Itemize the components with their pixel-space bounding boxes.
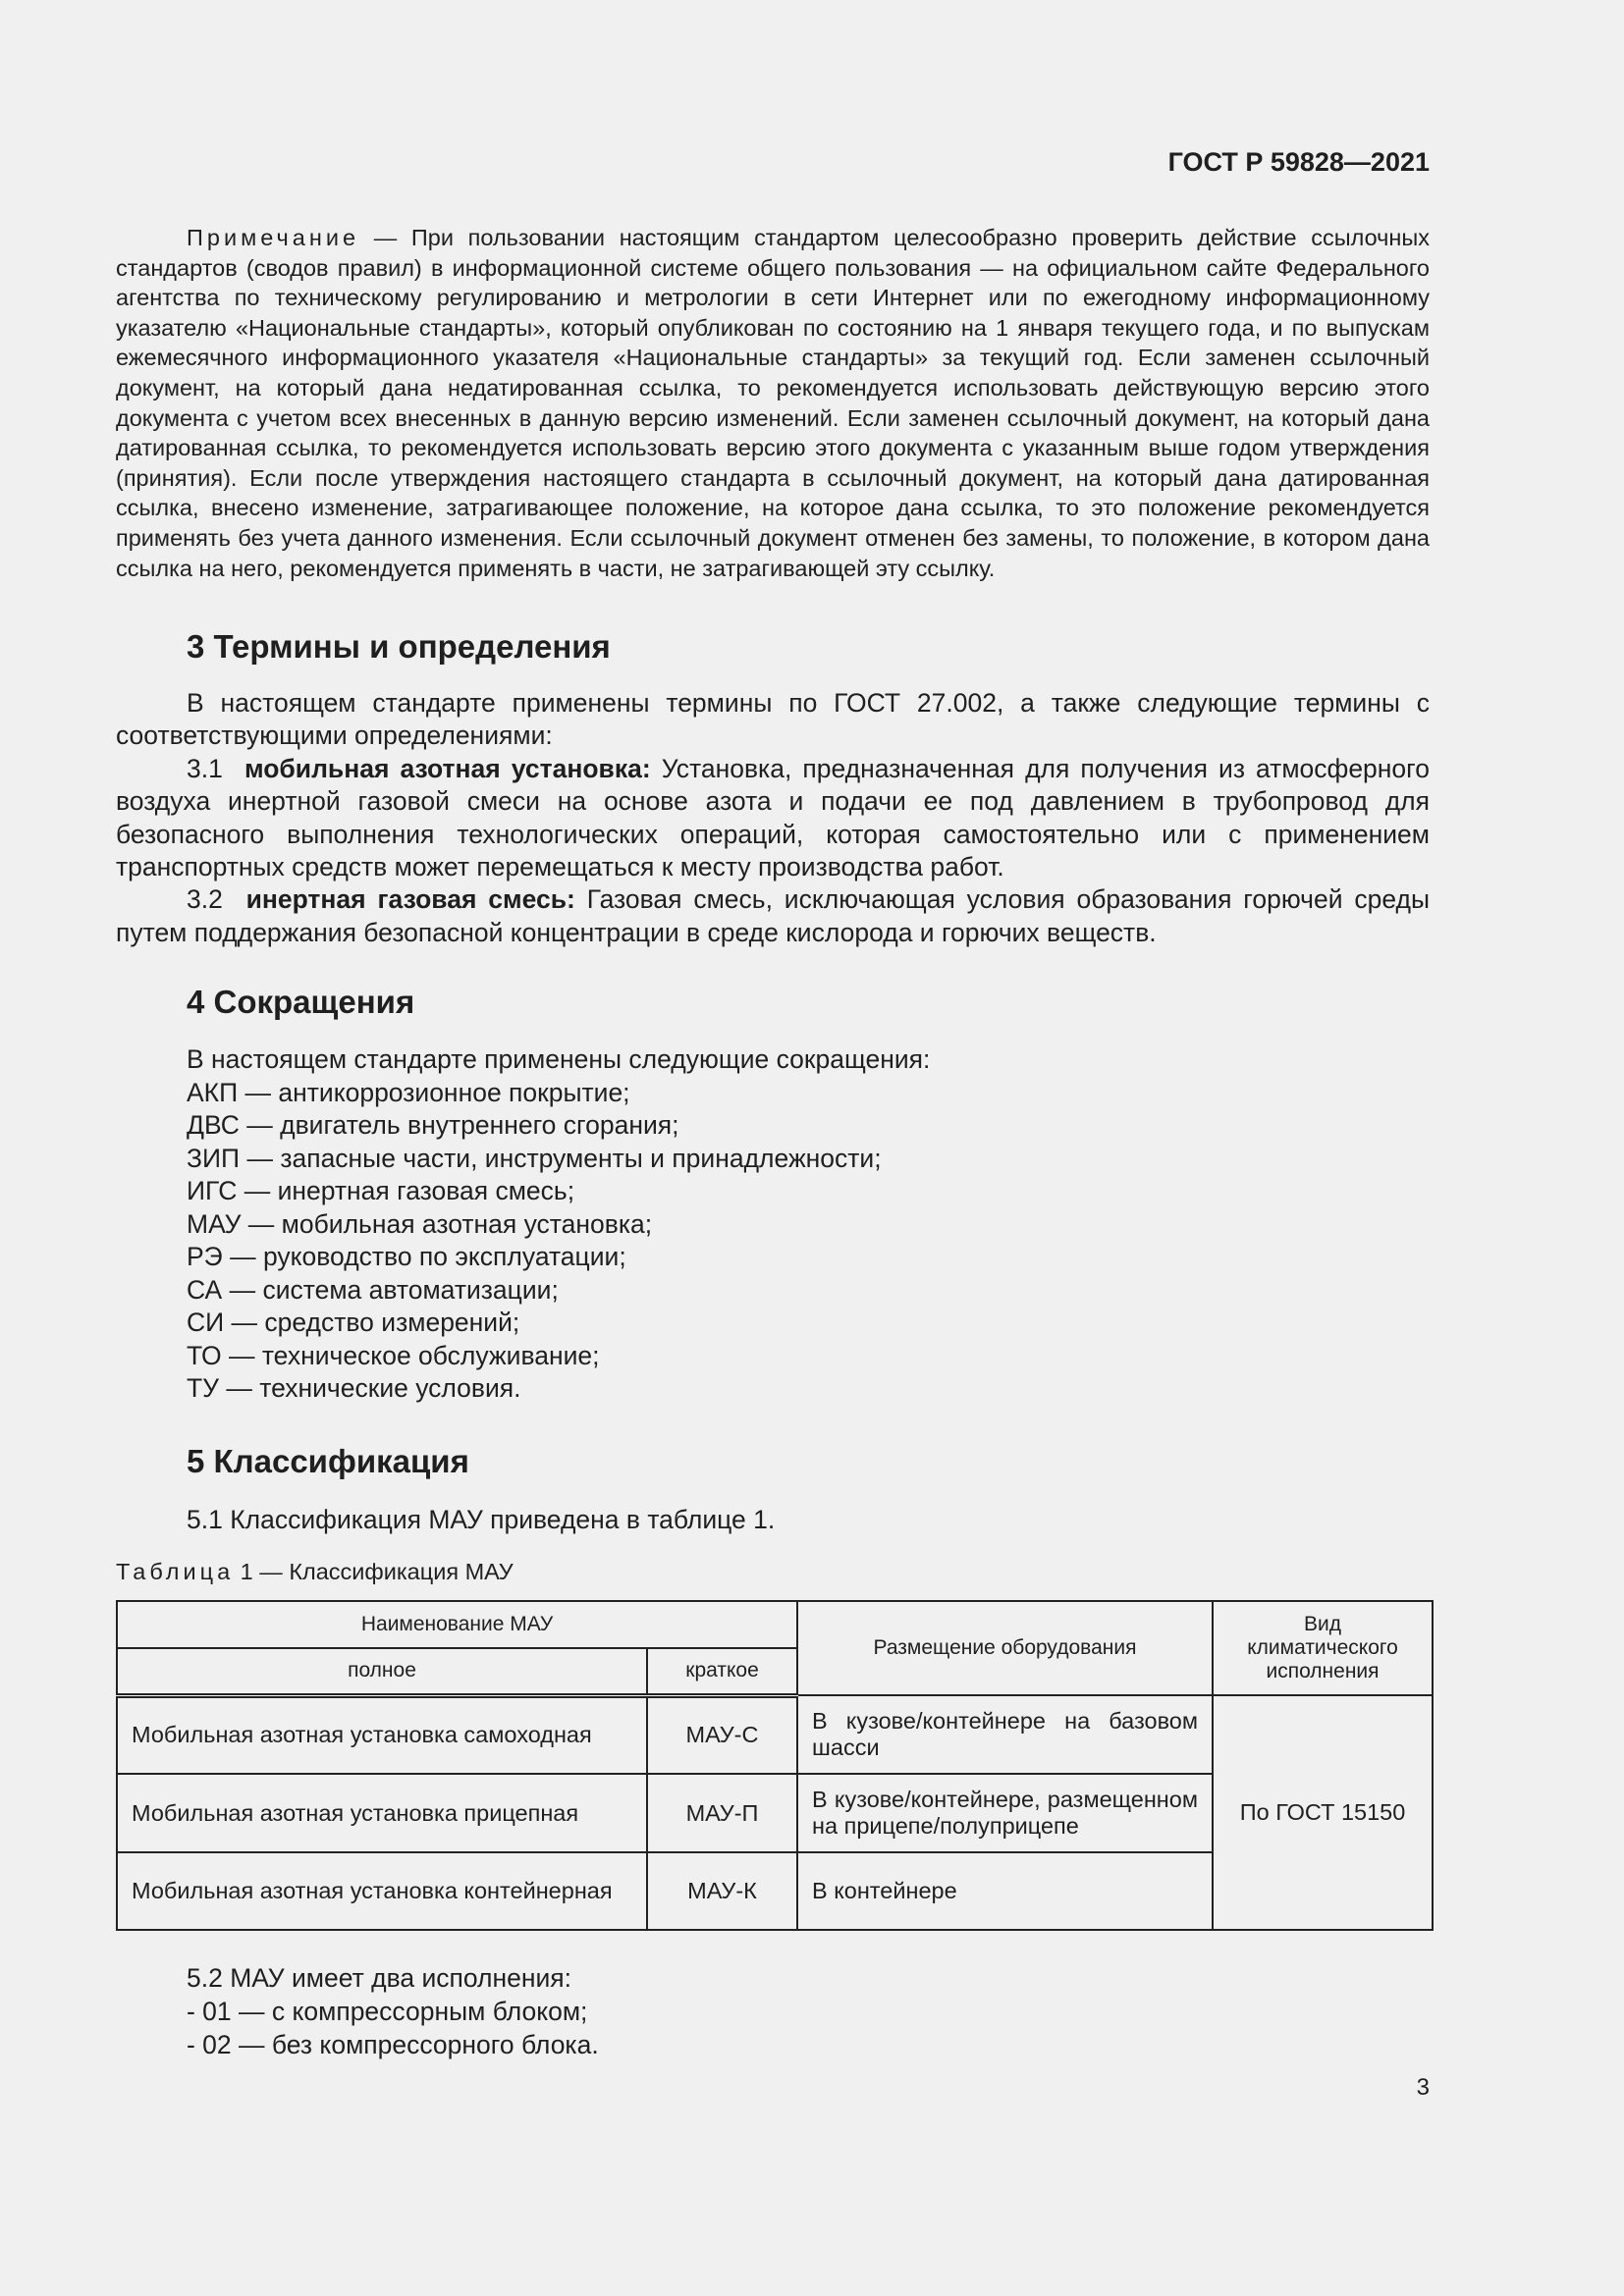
abbreviation-item: АКП — антикоррозионное покрытие;: [187, 1077, 630, 1107]
document-header: ГОСТ Р 59828—2021: [1167, 147, 1430, 177]
cell-short-name: МАУ-П: [647, 1774, 797, 1852]
term-3-2-term: инертная газовая смесь:: [245, 884, 575, 915]
section-3-title: 3 Термины и определения: [187, 628, 611, 665]
cell-climate: По ГОСТ 15150: [1213, 1695, 1433, 1930]
paragraph-5-2: 5.2 МАУ имеет два исполнения:: [187, 1963, 571, 1993]
cell-full-name: Мобильная азотная установка прицепная: [117, 1774, 647, 1852]
abbreviation-item: МАУ — мобильная азотная установка;: [187, 1208, 653, 1239]
term-3-1-definition: Установка, предназначенная для получения из атмосферного воздуха инертной газовой смеси на основе азота и подачи ее под давлением в трубопровод для безопасного выполнения технологических операций, которая самостоятельно или с применением транспортных средств может перемещаться к месту производства работ.: [116, 753, 1430, 882]
cell-placement: В контейнере: [797, 1852, 1213, 1930]
table-caption-text: 1 — Классификация МАУ: [234, 1559, 514, 1584]
cell-short-name: МАУ-С: [647, 1695, 797, 1774]
cell-full-name: Мобильная азотная установка самоходная: [117, 1695, 647, 1774]
abbreviations-list: [187, 1043, 930, 1406]
header-short-name: краткое: [647, 1648, 797, 1695]
section-4-title: 4 Сокращения: [187, 984, 415, 1020]
term-3-2-definition: Газовая смесь, исключающая условия образования горючей среды путем поддержания безопасной концентрации в среде кислорода и горючих веществ.: [116, 884, 1430, 947]
note-label: Примечание: [187, 225, 360, 250]
abbreviation-item: СА — система автоматизации;: [187, 1274, 559, 1305]
section-3-intro: В настоящем стандарте применены термины по ГОСТ 27.002, а также следующие термины с соответствующими определениями:: [116, 688, 1430, 751]
table-caption-label: Таблица: [116, 1559, 235, 1584]
abbreviation-item: РЭ — руководство по эксплуатации;: [187, 1242, 626, 1271]
abbreviation-item: ИГС — инертная газовая смесь;: [187, 1176, 575, 1205]
note-text: — При пользовании настоящим стандартом целесообразно проверить действие ссылочных стандартов (сводов правил) в информационной системе общего пользования — на официальном сайте Федерального агентства по техническому регулированию и метрологии в сети Интернет или по ежегодному информационному указателю «Национальные стандарты», который опубликован по состоянию на 1 января текущего года, и по выпускам ежемесячного информационного указателя «Национальные стандарты» за текущий год. Если заменен ссылочный документ, на который дана недатированная ссылка, то рекомендуется использовать действующую версию этого документа с учетом всех внесенных в данную версию изменений. Если заменен ссылочный документ, на который дана датированная ссылка, то рекомендуется использовать версию этого документа с указанным выше годом утверждения (принятия). Если после утверждения настоящего стандарта в ссылочный документ, на который дана датированная ссылка, внесено изменение, затрагивающее положение, на которое дана ссылка, то это положение рекомендуется применять без учета данного изменения. Если ссылочный документ отменен без замены, то положение, в котором дана ссылка на него, рекомендуется применять в части, не затрагивающей эту ссылку.: [116, 225, 1430, 581]
classification-table: [116, 1600, 1434, 1931]
abbreviation-item: ТУ — технические условия.: [187, 1373, 521, 1403]
header-full-name: полное: [117, 1648, 647, 1695]
reference-note: [116, 223, 1430, 583]
paragraph-5-1: 5.1 Классификация МАУ приведена в таблице 1.: [187, 1505, 776, 1534]
table-header-row: [117, 1601, 1433, 1648]
section-3-body: [116, 687, 1430, 949]
term-3-1-number: 3.1: [187, 753, 223, 783]
term-3-2-number: 3.2: [187, 884, 223, 915]
term-3-1: [116, 753, 1430, 884]
term-3-1-term: мобильная азотная установка:: [244, 753, 651, 783]
abbreviations-intro: В настоящем стандарте применены следующие сокращения:: [187, 1044, 931, 1074]
abbreviation-item: ДВС — двигатель внутреннего сгорания;: [187, 1110, 679, 1140]
table-caption: [116, 1559, 514, 1585]
cell-placement: В кузове/контейнере, размещенном на прицепе/полуприцепе: [797, 1774, 1213, 1852]
header-name: Наименование МАУ: [117, 1601, 797, 1648]
header-placement: Размещение оборудования: [797, 1601, 1213, 1695]
term-3-2: [116, 883, 1430, 949]
abbreviation-item: СИ — средство измерений;: [187, 1308, 520, 1337]
header-climate: Вид климатического исполнения: [1213, 1601, 1433, 1695]
variant-item: - 01 — с компрессорным блоком;: [187, 1997, 588, 2026]
cell-short-name: МАУ-К: [647, 1852, 797, 1930]
cell-full-name: Мобильная азотная установка контейнерная: [117, 1852, 647, 1930]
section-5-title: 5 Классификация: [187, 1443, 469, 1479]
variant-item: - 02 — без компрессорного блока.: [187, 2030, 599, 2059]
cell-placement: В кузове/контейнере на базовом шасси: [797, 1695, 1213, 1774]
table-row: [117, 1695, 1433, 1774]
page-number: 3: [1416, 2074, 1430, 2101]
execution-variants: [187, 1961, 599, 2061]
abbreviation-item: ЗИП — запасные части, инструменты и принадлежности;: [187, 1143, 882, 1173]
abbreviation-item: ТО — техническое обслуживание;: [187, 1340, 600, 1370]
